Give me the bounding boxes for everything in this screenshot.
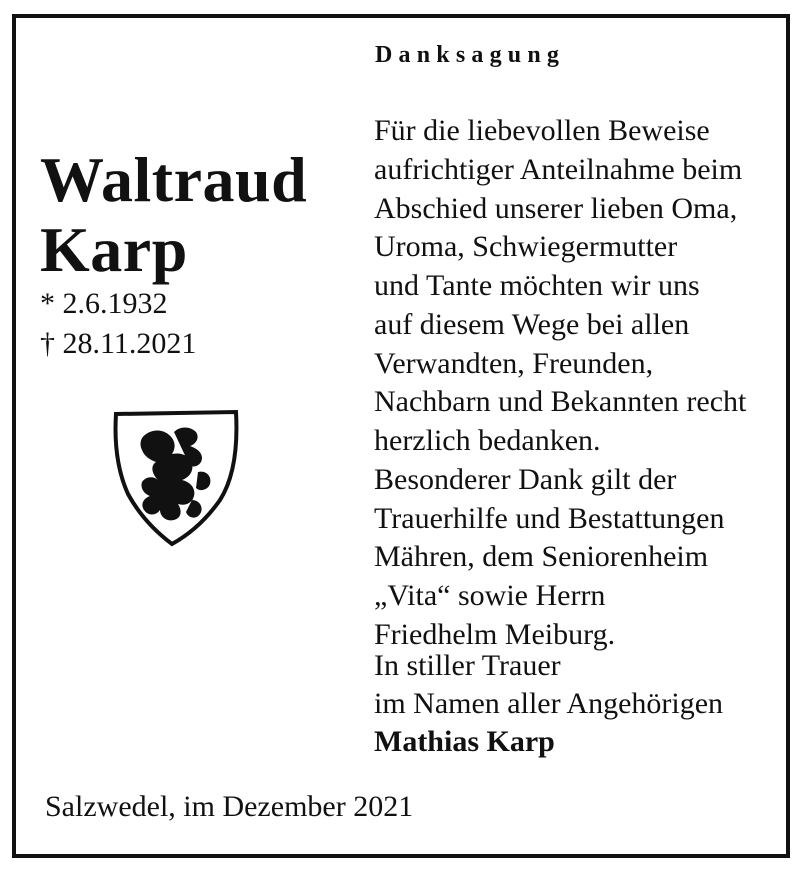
thank-you-line: herzlich bedanken.	[374, 424, 601, 457]
thank-you-line: Nachbarn und Bekannten recht	[374, 385, 747, 419]
thank-you-line: Verwandten, Freunden,	[374, 346, 654, 380]
thank-you-line: „Vita“ sowie Herrn	[374, 579, 606, 612]
notice-heading: Danksagung	[375, 42, 566, 68]
place-and-date: Salzwedel, im Dezember 2021	[45, 790, 414, 823]
coat-of-arms-eagle-wing-icon	[112, 408, 240, 548]
thank-you-line: aufrichtiger Anteilnahme beim	[374, 152, 743, 186]
thank-you-line: Abschied unserer lieben Oma,	[374, 191, 738, 225]
thank-you-line: Friedhelm Meiburg.	[374, 617, 616, 651]
closing-line: im Namen aller Angehörigen	[374, 687, 724, 720]
thank-you-line: Trauerhilfe und Bestattungen	[374, 501, 725, 535]
thank-you-line: Für die liebevollen Beweise	[374, 114, 710, 147]
closing-line: In stiller Trauer	[374, 649, 561, 682]
thank-you-line: Uroma, Schwiegermutter	[374, 230, 678, 264]
thank-you-line: und Tante möchten wir uns	[374, 269, 700, 302]
closing-block	[374, 647, 723, 761]
signer-name: Mathias Karp	[374, 725, 555, 758]
birth-date: * 2.6.1932	[40, 287, 168, 320]
death-date: † 28.11.2021	[40, 327, 197, 360]
thank-you-line: auf diesem Wege bei allen	[374, 307, 690, 341]
deceased-last-name: Karp	[40, 214, 188, 285]
thank-you-line: Mähren, dem Seniorenheim	[374, 540, 709, 574]
thank-you-text	[374, 112, 746, 655]
deceased-first-name: Waltraud	[40, 144, 308, 215]
thank-you-line: Besonderer Dank gilt der	[374, 462, 677, 496]
